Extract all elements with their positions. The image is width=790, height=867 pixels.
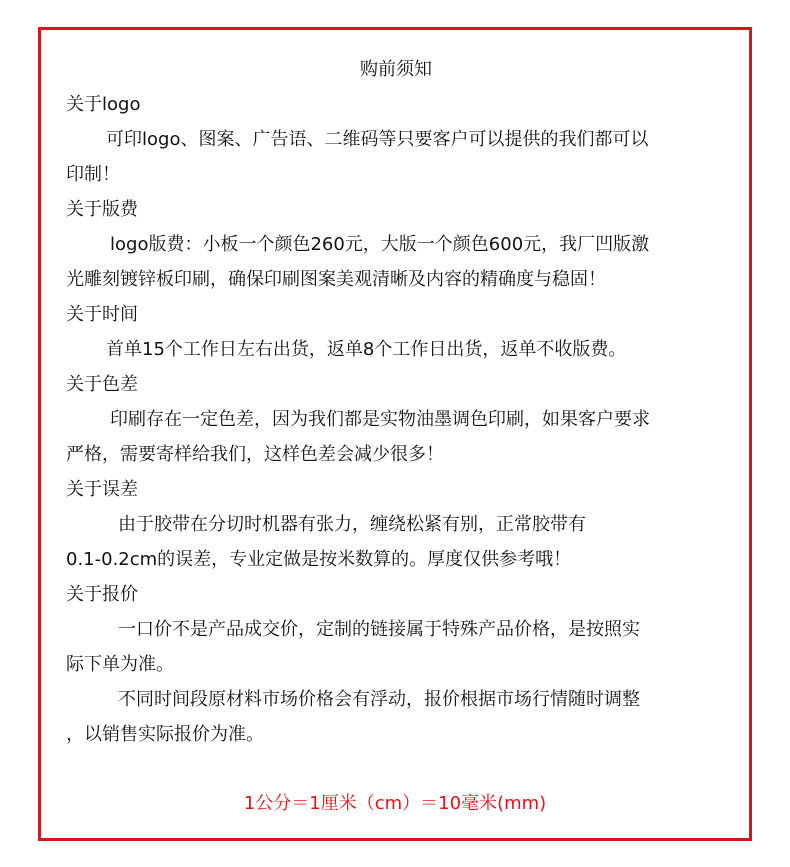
section-price-line-1: 一口价不是产品成交价，定制的链接属于特殊产品价格，是按照实 [118, 619, 640, 640]
section-plate-fee-line-2: 光雕刻镀锌板印刷，确保印刷图案美观清晰及内容的精确度与稳固！ [66, 269, 606, 290]
section-heading-plate-fee: 关于版费 [66, 199, 138, 220]
section-color-line-1: 印刷存在一定色差，因为我们都是实物油墨调色印刷，如果客户要求 [110, 409, 650, 430]
section-heading-price: 关于报价 [66, 584, 138, 605]
unit-conversion-note: 1公分＝1厘米（cm）＝10毫米(mm) [243, 793, 547, 814]
notice-title: 购前须知 [360, 59, 432, 80]
notice-frame [38, 27, 752, 841]
section-heading-logo: 关于logo [66, 94, 141, 115]
section-error-line-1: 由于胶带在分切时机器有张力，缠绕松紧有别，正常胶带有 [118, 514, 586, 535]
section-price-line-2: 际下单为准。 [66, 654, 174, 675]
section-heading-error: 关于误差 [66, 479, 138, 500]
section-logo-line-2: 印制！ [66, 164, 120, 185]
section-color-line-2: 严格，需要寄样给我们，这样色差会减少很多！ [66, 444, 444, 465]
section-plate-fee-line-1: logo版费：小板一个颜色260元，大版一个颜色600元，我厂凹版激 [110, 234, 650, 255]
section-logo-line-1: 可印logo、图案、广告语、二维码等只要客户可以提供的我们都可以 [106, 129, 649, 150]
section-heading-time: 关于时间 [66, 304, 138, 325]
section-price-line-4: ，以销售实际报价为准。 [66, 724, 264, 745]
section-error-line-2: 0.1-0.2cm的误差，专业定做是按米数算的。厚度仅供参考哦！ [66, 549, 572, 570]
section-price-line-3: 不同时间段原材料市场价格会有浮动，报价根据市场行情随时调整 [118, 689, 640, 710]
section-time-line-1: 首单15个工作日左右出货，返单8个工作日出货，返单不收版费。 [106, 339, 627, 360]
section-heading-color: 关于色差 [66, 374, 138, 395]
